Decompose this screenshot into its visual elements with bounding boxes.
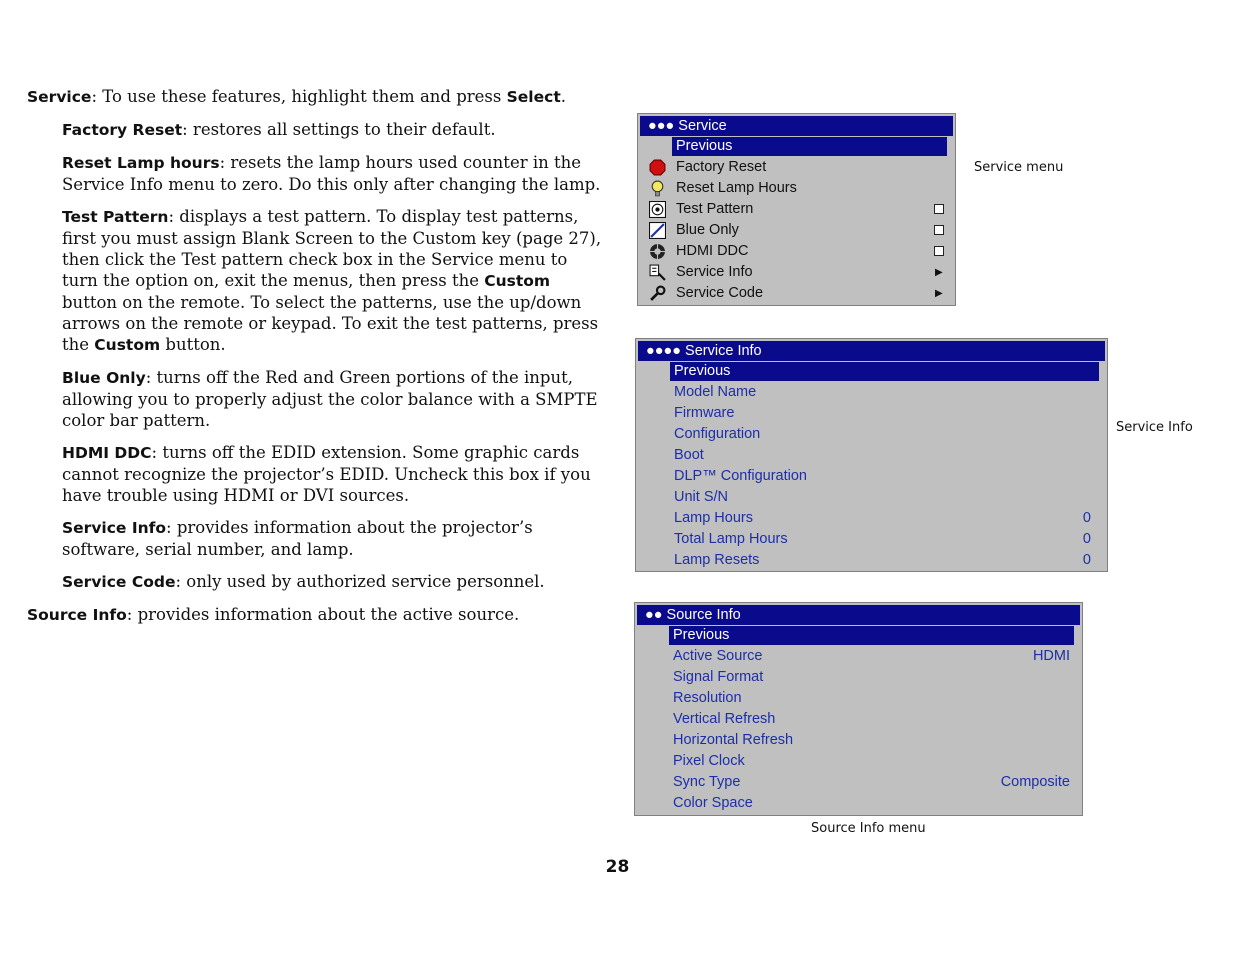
service-term: Service: [27, 88, 92, 106]
service-info-item-lamp-resets: Lamp Resets 0: [636, 550, 1107, 571]
service-item-service-code[interactable]: Service Code ▶: [638, 283, 955, 304]
wrench-icon: [649, 285, 666, 302]
service-item-reset-lamp-hours[interactable]: Reset Lamp Hours: [638, 178, 955, 199]
body-text: [27, 86, 602, 637]
source-info-item-active-source: Active Source HDMI: [635, 646, 1082, 667]
service-info-item-previous[interactable]: Previous: [636, 361, 1107, 382]
source-info-item-horizontal-refresh: Horizontal Refresh: [673, 732, 794, 748]
source-info-menu-title: ●● Source Info: [637, 605, 1080, 625]
source-info-menu: [634, 602, 1083, 816]
test-pattern-paragraph: Test Pattern: displays a test pattern. To display test patterns, first you must assign Blank Screen to the Custom key (page 27), then click the Test pattern check box in the Service menu to turn the option on, exit the menus, then press the Custom button on the remote. To select the patterns, use the up/down arrows on the remote or keypad. To exit the test patterns, press the Custom button.: [62, 207, 602, 354]
service-info-paragraph: Service Info: provides information about the projector’s software, serial number, and lamp.: [62, 518, 533, 559]
service-info-item-boot: Boot: [674, 447, 704, 463]
service-info-icon: [649, 264, 666, 281]
service-menu-caption: Service menu: [974, 160, 1064, 175]
service-item-previous[interactable]: Previous: [638, 136, 955, 157]
stop-sign-icon: [649, 159, 666, 176]
service-item-test-pattern[interactable]: Test Pattern: [638, 199, 955, 220]
hdmi-ddc-paragraph: HDMI DDC: turns off the EDID extension. Some graphic cards cannot recognize the projector’s EDID. Uncheck this box if you have trouble using HDMI or DVI sources.: [62, 443, 591, 505]
lamp-resets-value: 0: [1082, 552, 1091, 568]
service-info-item-lamp-hours: Lamp Hours 0: [636, 508, 1107, 529]
source-info-item-resolution: Resolution: [673, 690, 742, 706]
service-info-item-dlp-configuration: DLP™ Configuration: [674, 468, 807, 484]
blue-only-checkbox[interactable]: [934, 225, 944, 235]
blue-only-icon: [649, 222, 666, 239]
hdmi-ddc-icon: [649, 243, 666, 260]
service-item-hdmi-ddc[interactable]: HDMI DDC: [638, 241, 955, 262]
source-info-item-vertical-refresh: Vertical Refresh: [673, 711, 776, 727]
hdmi-ddc-checkbox[interactable]: [934, 246, 944, 256]
factory-reset-paragraph: Factory Reset: restores all settings to their default.: [62, 120, 496, 139]
source-info-item-signal-format: Signal Format: [673, 669, 764, 685]
lamp-hours-value: 0: [1082, 510, 1091, 526]
source-info-item-color-space: Color Space: [673, 795, 753, 811]
service-info-item-unit-sn: Unit S/N: [674, 489, 728, 505]
active-source-value: HDMI: [1032, 648, 1070, 664]
blue-only-paragraph: Blue Only: turns off the Red and Green portions of the input, allowing you to properly adjust the color balance with a SMPTE color bar pattern.: [62, 368, 598, 430]
service-info-menu-title: ●●●● Service Info: [638, 341, 1105, 361]
lightbulb-icon: [649, 180, 666, 197]
sync-type-value: Composite: [1000, 774, 1070, 790]
service-code-paragraph: Service Code: only used by authorized service personnel.: [62, 572, 545, 591]
service-info-item-total-lamp-hours: Total Lamp Hours 0: [636, 529, 1107, 550]
service-item-service-info[interactable]: Service Info ▶: [638, 262, 955, 283]
service-menu-title: ●●● Service: [640, 116, 953, 136]
service-paragraph: Service: To use these features, highlight them and press Select.: [27, 87, 566, 106]
service-info-item-firmware: Firmware: [674, 405, 735, 421]
test-pattern-icon: [649, 201, 666, 218]
test-pattern-checkbox[interactable]: [934, 204, 944, 214]
total-lamp-hours-value: 0: [1082, 531, 1091, 547]
service-info-menu: [635, 338, 1108, 572]
service-info-item-configuration: Configuration: [674, 426, 761, 442]
reset-lamp-paragraph: Reset Lamp hours: resets the lamp hours used counter in the Service Info menu to zero. Do this only after changing the lamp.: [62, 153, 601, 194]
source-info-paragraph: Source Info: provides information about the active source.: [27, 605, 520, 624]
source-info-item-previous[interactable]: Previous: [635, 625, 1082, 646]
submenu-arrow-icon: ▶: [935, 288, 943, 299]
service-info-caption: Service Info: [1116, 420, 1193, 435]
service-info-item-model-name: Model Name: [674, 384, 757, 400]
page-number: 28: [605, 857, 630, 877]
service-item-blue-only[interactable]: Blue Only: [638, 220, 955, 241]
service-item-factory-reset[interactable]: Factory Reset: [638, 157, 955, 178]
source-info-caption: Source Info menu: [811, 821, 926, 836]
service-menu: [637, 113, 956, 306]
submenu-arrow-icon: ▶: [935, 267, 943, 278]
source-info-item-sync-type: Sync Type Composite: [635, 772, 1082, 793]
source-info-item-pixel-clock: Pixel Clock: [673, 753, 745, 769]
